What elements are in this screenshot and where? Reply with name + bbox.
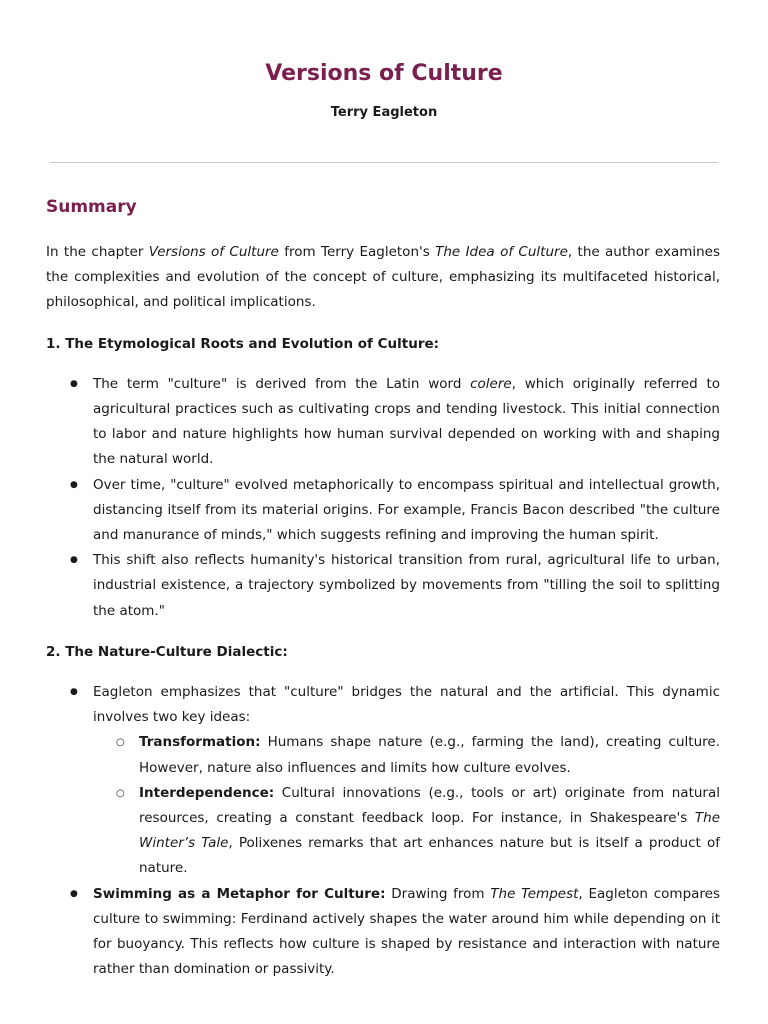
intro-paragraph (46, 240, 720, 316)
summary-heading: Summary (46, 197, 137, 217)
section1-list (46, 372, 720, 624)
sub-list (93, 730, 720, 881)
list-item: ● Over time, "culture" evolved metaphorically to encompass spiritual and intellectual growth, distancing itself from its material origins. For example, Francis Bacon described "the culture and manurance of minds," which suggests refining and improving the human spirit. (46, 473, 720, 549)
book-title: The Idea of Culture (435, 244, 568, 260)
list-item: ● This shift also reflects humanity's historical transition from rural, agricultural life to urban, industrial existence, a trajectory symbolized by movements from "tilling the soil to splitting the atom." (46, 548, 720, 624)
item-label: Interdependence: (139, 784, 275, 801)
intro-text: In the chapter (46, 244, 149, 260)
intro-text: , the author examines the complexities and evolution of the concept of culture, emphasizing its multifaceted historical, philosophical, and political implications. (46, 244, 721, 311)
document-author: Terry Eagleton (330, 105, 438, 120)
section2-list (46, 680, 720, 982)
item-text: Humans shape nature (e.g., farming the land), creating culture. However, nature also influences and limits how culture evolves. (139, 734, 720, 776)
list-item (46, 882, 720, 983)
item-text: Eagleton emphasizes that "culture" bridges the natural and the artificial. This dynamic involves two key ideas: (93, 684, 720, 726)
play-title: The Winter’s Tale (139, 810, 720, 852)
section2-heading: 2. The Nature-Culture Dialectic: (46, 643, 288, 660)
item-text: The term "culture" is derived from the Latin word (93, 375, 471, 392)
play-title: The Tempest (490, 885, 579, 902)
item-label: Transformation: (139, 734, 261, 751)
item-text: Drawing from (385, 885, 491, 902)
chapter-title: Versions of Culture (148, 244, 279, 260)
divider (50, 162, 718, 163)
item-text: , Polixenes remarks that art enhances nature but is itself a product of nature. (139, 835, 720, 877)
sub-list-item (93, 730, 720, 780)
item-text: , which originally referred to agricultural practices such as cultivating crops and tending livestock. This initial connection to labor and nature highlights how human survival depended on working with and shaping the natural world. (93, 375, 720, 468)
document-title: Versions of Culture (265, 61, 503, 86)
item-label: Swimming as a Metaphor for Culture: (93, 885, 386, 902)
latin-word: colere (470, 375, 512, 392)
item-text: Cultural innovations (e.g., tools or art) originate from natural resources, creating a constant feedback loop. For instance, in Shakespeare's (139, 784, 720, 827)
sub-list-item (93, 781, 720, 882)
document-body (46, 240, 720, 982)
item-text: , Eagleton compares culture to swimming: Ferdinand actively shapes the water around him while depending on it for buoyancy. This reflects how culture is shaped by resistance and interaction with nature rather than domination or passivity. (93, 885, 720, 978)
intro-text: from Terry Eagleton's (278, 244, 436, 260)
section1-heading: 1. The Etymological Roots and Evolution of Culture: (46, 335, 440, 352)
list-item (46, 372, 720, 473)
list-item (46, 680, 720, 882)
